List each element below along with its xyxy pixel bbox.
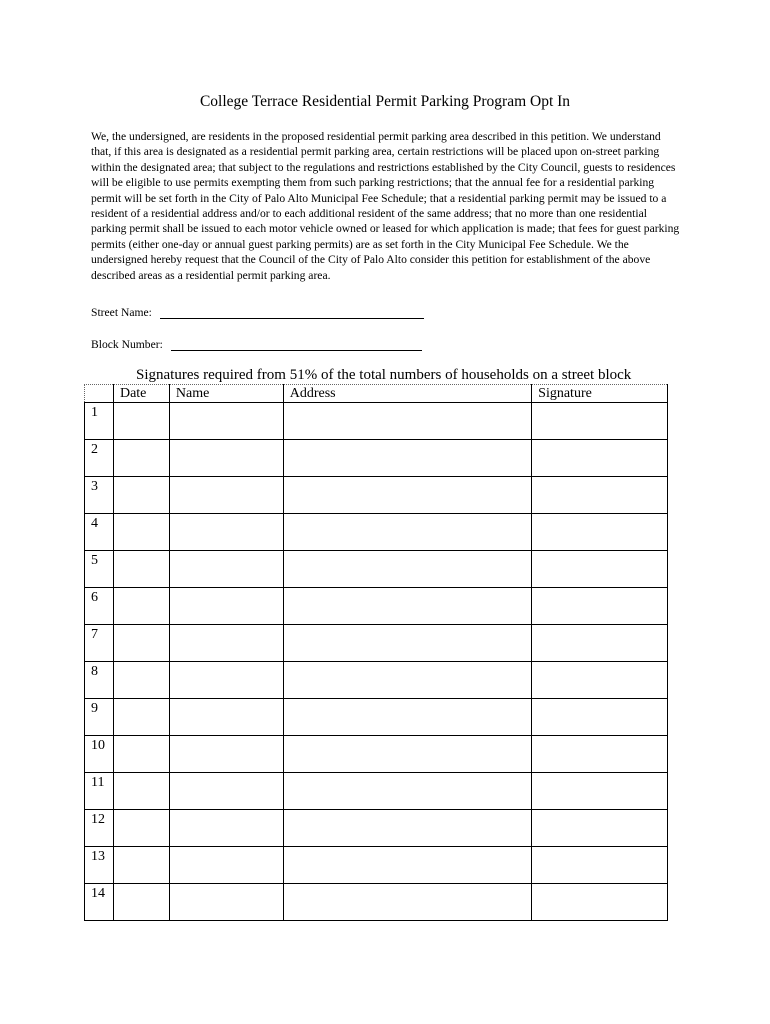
- table-row: [85, 662, 668, 699]
- name-cell[interactable]: [169, 477, 283, 514]
- row-number: 4: [85, 514, 114, 551]
- table-row: [85, 773, 668, 810]
- address-cell[interactable]: [283, 514, 531, 551]
- table-row: [85, 699, 668, 736]
- address-cell[interactable]: [283, 440, 531, 477]
- date-cell[interactable]: [113, 551, 169, 588]
- name-cell[interactable]: [169, 551, 283, 588]
- name-cell[interactable]: [169, 514, 283, 551]
- address-cell[interactable]: [283, 699, 531, 736]
- address-cell[interactable]: [283, 773, 531, 810]
- row-number: 14: [85, 884, 114, 921]
- row-number: 8: [85, 662, 114, 699]
- date-cell[interactable]: [113, 847, 169, 884]
- table-row: [85, 736, 668, 773]
- row-number: 9: [85, 699, 114, 736]
- signature-cell[interactable]: [532, 736, 668, 773]
- signature-cell[interactable]: [532, 588, 668, 625]
- signature-cell[interactable]: [532, 514, 668, 551]
- name-cell[interactable]: [169, 440, 283, 477]
- table-row: [85, 810, 668, 847]
- street-name-field: [91, 306, 424, 319]
- signature-cell[interactable]: [532, 440, 668, 477]
- name-cell[interactable]: [169, 773, 283, 810]
- address-cell[interactable]: [283, 847, 531, 884]
- table-row: [85, 514, 668, 551]
- signature-cell[interactable]: [532, 847, 668, 884]
- address-cell[interactable]: [283, 403, 531, 440]
- row-number: 7: [85, 625, 114, 662]
- date-cell[interactable]: [113, 588, 169, 625]
- signature-cell[interactable]: [532, 477, 668, 514]
- date-cell[interactable]: [113, 477, 169, 514]
- table-row: [85, 440, 668, 477]
- name-cell[interactable]: [169, 847, 283, 884]
- name-cell[interactable]: [169, 884, 283, 921]
- row-number: 1: [85, 403, 114, 440]
- name-cell[interactable]: [169, 403, 283, 440]
- signature-cell[interactable]: [532, 625, 668, 662]
- address-cell[interactable]: [283, 662, 531, 699]
- address-cell[interactable]: [283, 477, 531, 514]
- row-number: 11: [85, 773, 114, 810]
- row-number: 13: [85, 847, 114, 884]
- date-cell[interactable]: [113, 625, 169, 662]
- name-cell[interactable]: [169, 625, 283, 662]
- block-number-field: [91, 338, 422, 351]
- signature-cell[interactable]: [532, 551, 668, 588]
- block-number-line[interactable]: [171, 338, 422, 351]
- date-cell[interactable]: [113, 699, 169, 736]
- table-row: [85, 884, 668, 921]
- signature-cell[interactable]: [532, 662, 668, 699]
- header-number: [85, 385, 114, 403]
- page-title: College Terrace Residential Permit Parking Program Opt In: [199, 93, 571, 110]
- address-cell[interactable]: [283, 884, 531, 921]
- header-date: Date: [113, 385, 169, 403]
- table-row: [85, 625, 668, 662]
- signature-cell[interactable]: [532, 403, 668, 440]
- row-number: 3: [85, 477, 114, 514]
- street-name-line[interactable]: [160, 306, 424, 319]
- signatures-heading: Signatures required from 51% of the total numbers of households on a street block: [136, 367, 632, 383]
- signature-cell[interactable]: [532, 884, 668, 921]
- name-cell[interactable]: [169, 662, 283, 699]
- address-cell[interactable]: [283, 551, 531, 588]
- header-name: Name: [169, 385, 283, 403]
- signature-cell[interactable]: [532, 699, 668, 736]
- header-signature: Signature: [532, 385, 668, 403]
- address-cell[interactable]: [283, 810, 531, 847]
- address-cell[interactable]: [283, 588, 531, 625]
- date-cell[interactable]: [113, 884, 169, 921]
- row-number: 10: [85, 736, 114, 773]
- date-cell[interactable]: [113, 773, 169, 810]
- table-header-row: [85, 385, 668, 403]
- header-address: Address: [283, 385, 531, 403]
- row-number: 2: [85, 440, 114, 477]
- table-row: [85, 847, 668, 884]
- table-row: [85, 588, 668, 625]
- table-row: [85, 403, 668, 440]
- signature-cell[interactable]: [532, 773, 668, 810]
- row-number: 5: [85, 551, 114, 588]
- date-cell[interactable]: [113, 403, 169, 440]
- name-cell[interactable]: [169, 699, 283, 736]
- name-cell[interactable]: [169, 736, 283, 773]
- street-name-label: Street Name:: [91, 306, 152, 319]
- name-cell[interactable]: [169, 810, 283, 847]
- address-cell[interactable]: [283, 625, 531, 662]
- address-cell[interactable]: [283, 736, 531, 773]
- petition-paragraph: We, the undersigned, are residents in the proposed residential permit parking area described in this petition. We understand that, if this area is designated as a residential permit parking area, certain restrictions will be placed upon on-street parking within the designated area; that subject to the regulations and restrictions established by the City Council, guests to residences will be eligible to use permits exempting them from such parking restrictions; that the annual fee for a residential parking permit will be set forth in the City of Palo Alto Municipal Fee Schedule; that a residential parking permit may be issued to a resident of a residential address and/or to each additional resident of the same address; that no more than one residential parking permit shall be issued to each motor vehicle owned or leased for which application is made; that fees for guest parking permits (either one-day or annual guest parking permits) are as set forth in the City Municipal Fee Schedule. We the undersigned hereby request that the Council of the City of Palo Alto consider this petition for establishment of the above described areas as a residential permit parking area.: [91, 130, 680, 282]
- table-row: [85, 477, 668, 514]
- date-cell[interactable]: [113, 662, 169, 699]
- date-cell[interactable]: [113, 514, 169, 551]
- date-cell[interactable]: [113, 440, 169, 477]
- table-row: [85, 551, 668, 588]
- row-number: 12: [85, 810, 114, 847]
- date-cell[interactable]: [113, 736, 169, 773]
- date-cell[interactable]: [113, 810, 169, 847]
- row-number: 6: [85, 588, 114, 625]
- block-number-label: Block Number:: [91, 338, 163, 351]
- name-cell[interactable]: [169, 588, 283, 625]
- signature-cell[interactable]: [532, 810, 668, 847]
- signature-table: [84, 384, 668, 921]
